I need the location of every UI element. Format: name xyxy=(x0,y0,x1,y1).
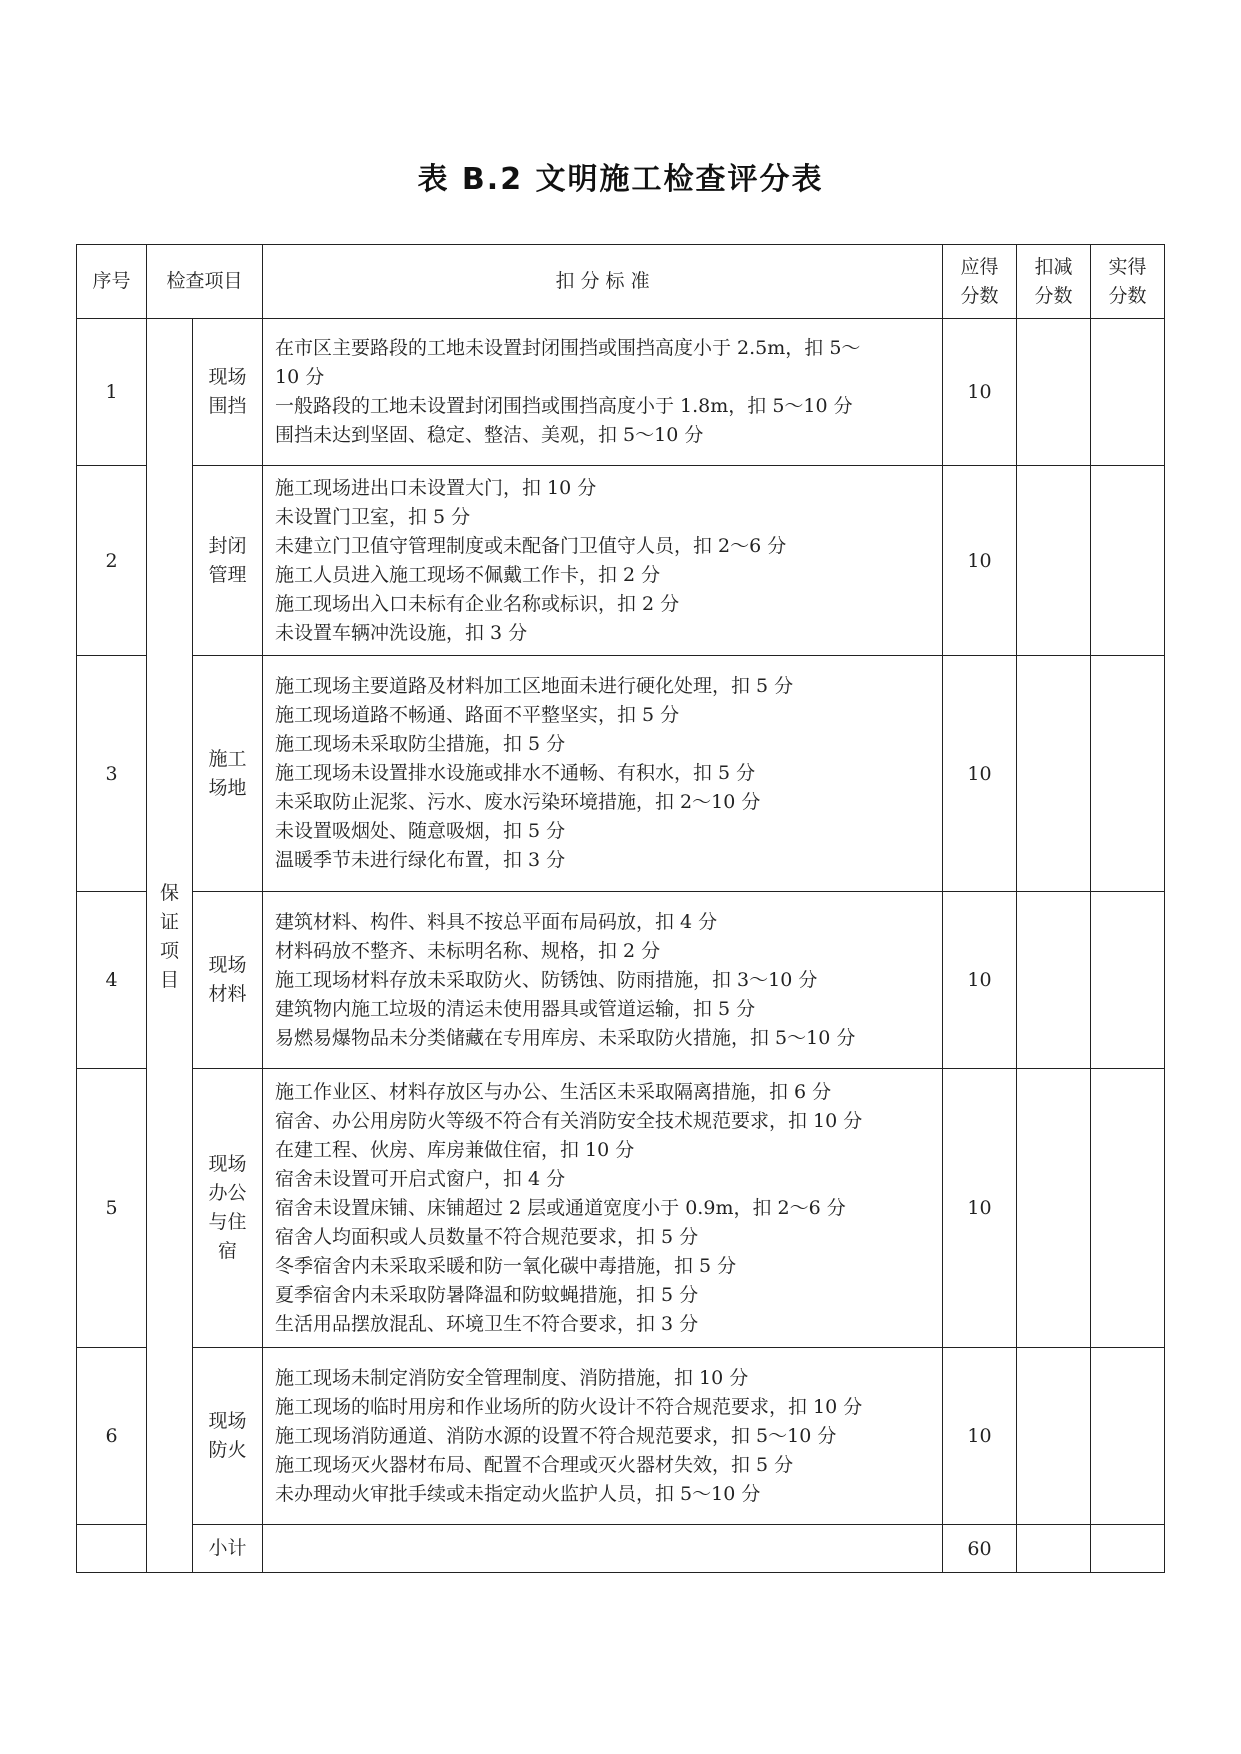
deduct-score-cell[interactable] xyxy=(1017,319,1091,466)
actual-score-cell[interactable] xyxy=(1091,892,1165,1069)
actual-score-cell[interactable] xyxy=(1091,1069,1165,1348)
table-row xyxy=(77,1069,1165,1348)
actual-score-cell[interactable] xyxy=(1091,319,1165,466)
due-score: 10 xyxy=(943,892,1017,1069)
header-due-score: 应得 分数 xyxy=(943,245,1017,319)
check-item: 现场 防火 xyxy=(193,1348,263,1525)
table-row xyxy=(77,466,1165,656)
table-row xyxy=(77,319,1165,466)
deduction-criteria: 在市区主要路段的工地未设置封闭围挡或围挡高度小于 2.5m，扣 5～ 10 分 一般路段的工地未设置封闭围挡或围挡高度小于 1.8m，扣 5～10 分 围挡未达到坚固、稳定、整洁、美观，扣 5～10 分 xyxy=(263,319,943,466)
page-title: 表 B.2 文明施工检查评分表 xyxy=(417,162,824,197)
subtotal-row xyxy=(77,1525,1165,1573)
header-actual-score: 实得 分数 xyxy=(1091,245,1165,319)
header-criteria: 扣 分 标 准 xyxy=(263,245,943,319)
due-score: 10 xyxy=(943,319,1017,466)
check-item: 现场 办公 与住 宿 xyxy=(193,1069,263,1348)
deduction-criteria: 建筑材料、构件、料具不按总平面布局码放，扣 4 分 材料码放不整齐、未标明名称、规格，扣 2 分 施工现场材料存放未采取防火、防锈蚀、防雨措施，扣 3～10 分 建筑物内施工垃圾的清运未使用器具或管道运输，扣 5 分 易燃易爆物品未分类储藏在专用库房、未采取防火措施，扣 5～10 分 xyxy=(263,892,943,1069)
deduction-criteria: 施工现场进出口未设置大门，扣 10 分 未设置门卫室，扣 5 分 未建立门卫值守管理制度或未配备门卫值守人员，扣 2～6 分 施工人员进入施工现场不佩戴工作卡，扣 2 分 施工现场出入口未标有企业名称或标识，扣 2 分 未设置车辆冲洗设施，扣 3 分 xyxy=(263,466,943,656)
check-item: 现场 材料 xyxy=(193,892,263,1069)
due-score: 10 xyxy=(943,1069,1017,1348)
row-number: 2 xyxy=(77,466,147,656)
header-item: 检查项目 xyxy=(147,245,263,319)
subtotal-label: 小计 xyxy=(193,1525,263,1573)
row-number: 6 xyxy=(77,1348,147,1525)
row-number: 3 xyxy=(77,656,147,892)
subtotal-deduct-score-cell[interactable] xyxy=(1017,1525,1091,1573)
check-item: 封闭 管理 xyxy=(193,466,263,656)
subtotal-number-cell xyxy=(77,1525,147,1573)
header-row xyxy=(77,245,1165,319)
row-number: 4 xyxy=(77,892,147,1069)
due-score: 10 xyxy=(943,466,1017,656)
due-score: 10 xyxy=(943,656,1017,892)
score-table xyxy=(76,244,1165,1573)
table-row xyxy=(77,892,1165,1069)
subtotal-criteria-cell xyxy=(263,1525,943,1573)
deduct-score-cell[interactable] xyxy=(1017,466,1091,656)
due-score: 10 xyxy=(943,1348,1017,1525)
deduct-score-cell[interactable] xyxy=(1017,1348,1091,1525)
subtotal-due-score: 60 xyxy=(943,1525,1017,1573)
subtotal-actual-score-cell[interactable] xyxy=(1091,1525,1165,1573)
deduction-criteria: 施工现场主要道路及材料加工区地面未进行硬化处理，扣 5 分 施工现场道路不畅通、路面不平整坚实，扣 5 分 施工现场未采取防尘措施，扣 5 分 施工现场未设置排水设施或排水不通畅、有积水，扣 5 分 未采取防止泥浆、污水、废水污染环境措施，扣 2～10 分 未设置吸烟处、随意吸烟，扣 5 分 温暖季节未进行绿化布置，扣 3 分 xyxy=(263,656,943,892)
row-number: 5 xyxy=(77,1069,147,1348)
table-row xyxy=(77,1348,1165,1525)
check-item: 施工 场地 xyxy=(193,656,263,892)
deduction-criteria: 施工现场未制定消防安全管理制度、消防措施，扣 10 分 施工现场的临时用房和作业场所的防火设计不符合规范要求，扣 10 分 施工现场消防通道、消防水源的设置不符合规范要求，扣 5～10 分 施工现场灭火器材布局、配置不合理或灭火器材失效，扣 5 分 未办理动火审批手续或未指定动火监护人员，扣 5～10 分 xyxy=(263,1348,943,1525)
header-deduct-score: 扣减 分数 xyxy=(1017,245,1091,319)
actual-score-cell[interactable] xyxy=(1091,656,1165,892)
deduct-score-cell[interactable] xyxy=(1017,1069,1091,1348)
check-item: 现场 围挡 xyxy=(193,319,263,466)
actual-score-cell[interactable] xyxy=(1091,466,1165,656)
deduction-criteria: 施工作业区、材料存放区与办公、生活区未采取隔离措施，扣 6 分 宿舍、办公用房防火等级不符合有关消防安全技术规范要求，扣 10 分 在建工程、伙房、库房兼做住宿，扣 10 分 宿舍未设置可开启式窗户，扣 4 分 宿舍未设置床铺、床铺超过 2 层或通道宽度小于 0.9m，扣 2～6 分 宿舍人均面积或人员数量不符合规范要求，扣 5 分 冬季宿舍内未采取采暖和防一氧化碳中毒措施，扣 5 分 夏季宿舍内未采取防暑降温和防蚊蝇措施，扣 5 分 生活用品摆放混乱、环境卫生不符合要求，扣 3 分 xyxy=(263,1069,943,1348)
deduct-score-cell[interactable] xyxy=(1017,892,1091,1069)
group-label-guaranteed-items: 保 证 项 目 xyxy=(147,319,193,1573)
actual-score-cell[interactable] xyxy=(1091,1348,1165,1525)
table-row xyxy=(77,656,1165,892)
header-no: 序号 xyxy=(77,245,147,319)
deduct-score-cell[interactable] xyxy=(1017,656,1091,892)
row-number: 1 xyxy=(77,319,147,466)
